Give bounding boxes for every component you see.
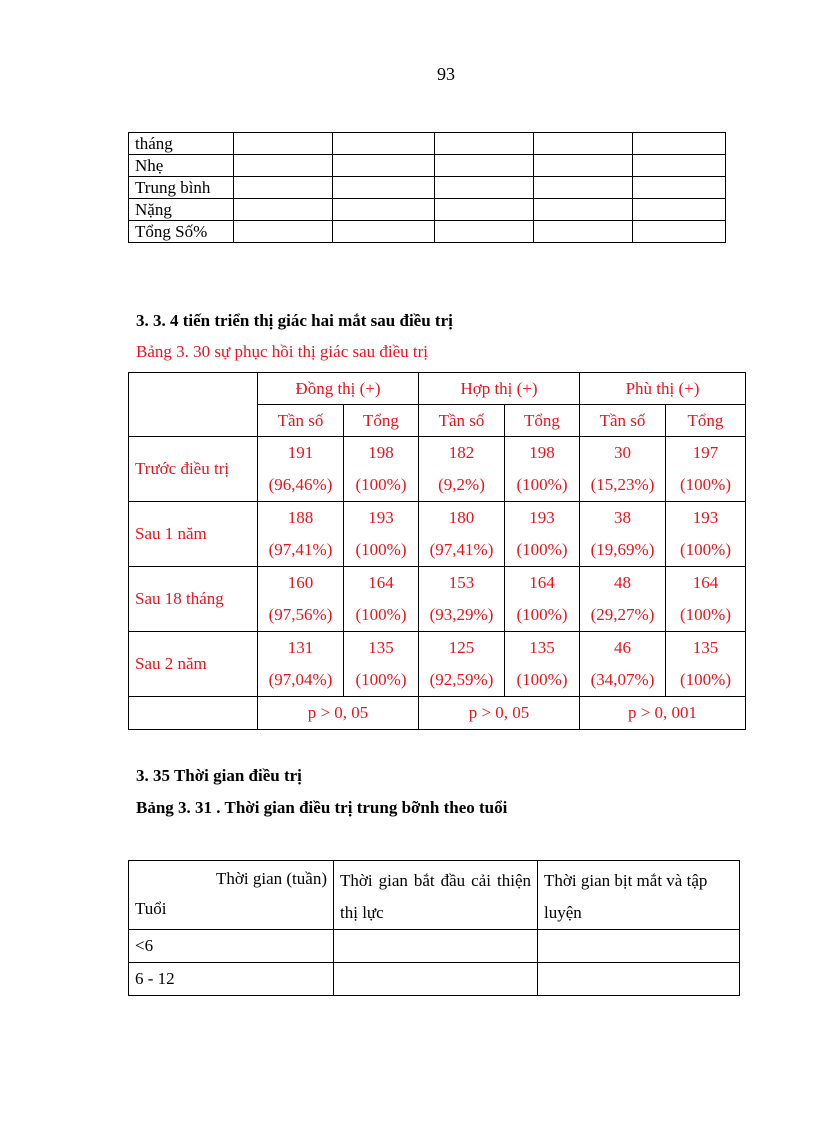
row-label: <6 — [129, 930, 334, 963]
p-value: p > 0, 001 — [580, 697, 746, 730]
row-label: Trước điều trị — [129, 437, 258, 502]
sub-header: Tổng — [505, 405, 580, 437]
page-number: 93 — [437, 64, 455, 84]
row-label: Nặng — [129, 199, 234, 221]
cell: 191 (96,46%) — [258, 437, 344, 502]
sub-header: Tần số — [258, 405, 344, 437]
table-header-row — [129, 373, 746, 405]
cell: 125 (92,59%) — [419, 632, 505, 697]
cell: 131 (97,04%) — [258, 632, 344, 697]
table-row — [129, 437, 746, 502]
table-row — [129, 502, 746, 567]
top-table — [128, 132, 726, 243]
corner-header-cell: Thời gian (tuần) Tuổi — [129, 861, 334, 930]
cell: 160 (97,56%) — [258, 567, 344, 632]
cell: 188 (97,41%) — [258, 502, 344, 567]
cell: 197 (100%) — [666, 437, 746, 502]
cell: 164 (100%) — [666, 567, 746, 632]
table-row — [129, 199, 726, 221]
cell: 164 (100%) — [505, 567, 580, 632]
table-header-row — [129, 861, 740, 930]
cell: 48 (29,27%) — [580, 567, 666, 632]
row-label: Tổng Số% — [129, 221, 234, 243]
row-label: Sau 18 tháng — [129, 567, 258, 632]
group-header: Hợp thị (+) — [419, 373, 580, 405]
table-row — [129, 155, 726, 177]
table-row — [129, 221, 726, 243]
row-label: Sau 2 năm — [129, 632, 258, 697]
table-caption-3-30: Bảng 3. 30 sự phục hồi thị giác sau điều trị — [136, 342, 429, 361]
cell: 193 (100%) — [505, 502, 580, 567]
column-header: Thời gian bắt đầu cải thiện thị lực — [334, 861, 538, 930]
cell: 135 (100%) — [505, 632, 580, 697]
sub-header: Tần số — [419, 405, 505, 437]
treatment-time-table — [128, 860, 740, 996]
cell: 135 (100%) — [344, 632, 419, 697]
sub-header: Tổng — [344, 405, 419, 437]
cell: 38 (19,69%) — [580, 502, 666, 567]
pvalue-row — [129, 697, 746, 730]
cell: 164 (100%) — [344, 567, 419, 632]
cell: 198 (100%) — [505, 437, 580, 502]
visual-recovery-table — [128, 372, 746, 730]
row-label: Sau 1 năm — [129, 502, 258, 567]
row-label: Nhẹ — [129, 155, 234, 177]
cell: 46 (34,07%) — [580, 632, 666, 697]
p-value: p > 0, 05 — [258, 697, 419, 730]
cell: 30 (15,23%) — [580, 437, 666, 502]
p-value: p > 0, 05 — [419, 697, 580, 730]
sub-header: Tần số — [580, 405, 666, 437]
sub-header: Tổng — [666, 405, 746, 437]
table-row — [129, 177, 726, 199]
cell: 198 (100%) — [344, 437, 419, 502]
row-label: 6 - 12 — [129, 963, 334, 996]
cell: 153 (93,29%) — [419, 567, 505, 632]
table-row — [129, 930, 740, 963]
cell: 180 (97,41%) — [419, 502, 505, 567]
cell: 193 (100%) — [344, 502, 419, 567]
row-label: tháng — [129, 133, 234, 155]
cell: 193 (100%) — [666, 502, 746, 567]
cell: 182 (9,2%) — [419, 437, 505, 502]
cell: 135 (100%) — [666, 632, 746, 697]
section-heading-treatment-time: 3. 35 Thời gian điều trị — [136, 766, 302, 785]
group-header: Đồng thị (+) — [258, 373, 419, 405]
table-caption-3-31: Bảng 3. 31 . Thời gian điều trị trung bỡnh theo tuổi — [136, 798, 508, 817]
table-row — [129, 963, 740, 996]
table-row — [129, 567, 746, 632]
table-row — [129, 632, 746, 697]
column-header: Thời gian bịt mắt và tập luyện — [538, 861, 740, 930]
table-row — [129, 133, 726, 155]
group-header: Phù thị (+) — [580, 373, 746, 405]
section-heading-visual-progress: 3. 3. 4 tiến triển thị giác hai mắt sau điều trị — [136, 311, 453, 330]
row-label: Trung bình — [129, 177, 234, 199]
